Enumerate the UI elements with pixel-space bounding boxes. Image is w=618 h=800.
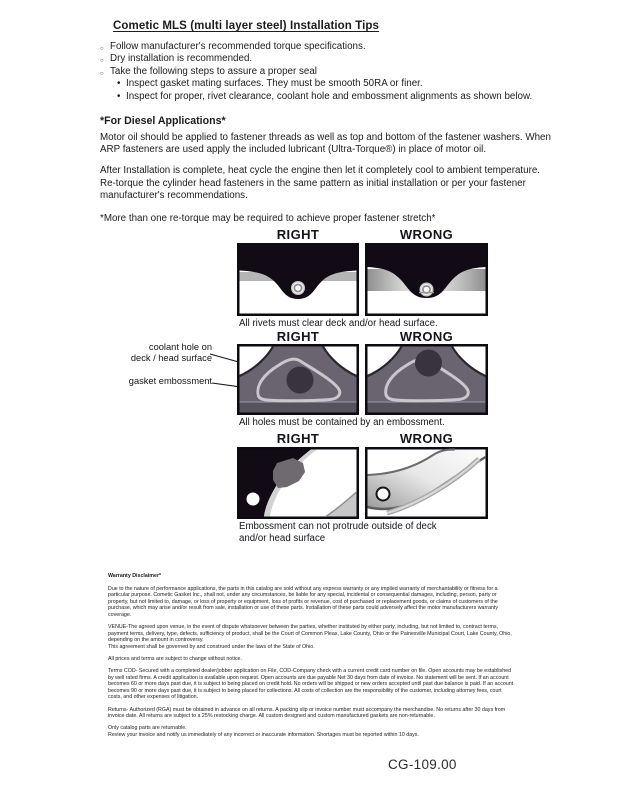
bolt-hole bbox=[377, 488, 390, 501]
terms-cod-paragraph: Terms COD- Secured with a completed dealer/jobber application on File, COD-Company check with a current credit card number on file. Open accounts may be established by well rated firms. A credit application is available upon request. Open accounts are due payable Net 30 days from date of invoice. No statement will be sent. If an account becomes 60 or more days past due, it is subject to being placed on credit hold. No orders will be shipped or new orders accepted until past due balance is paid. If an account becomes 90 or more days past due, it is subject to being placed for collections. All costs of collection are the responsibility of the customer, including attorney fees, court costs, and other expenses of litigation. bbox=[108, 668, 514, 701]
diagram-rivet-right bbox=[237, 243, 359, 316]
diesel-paragraph-1: Motor oil should be applied to fastener threads as well as top and bottom of the fastener washers. When ARP fasteners are used apply the included lubricant (Ultra-Torque®) in place of motor oil. bbox=[100, 132, 551, 156]
row3-wrong-label: WRONG bbox=[399, 431, 454, 446]
tip-item bbox=[100, 41, 558, 53]
tip-sub-item bbox=[117, 78, 558, 90]
row3-caption: Embossment can not protrude outside of deck and/or head surface bbox=[239, 521, 437, 544]
row1-wrong-label: WRONG bbox=[399, 227, 454, 242]
warranty-disclaimer-heading: Warranty Disclaimer* bbox=[108, 573, 162, 579]
row1-caption: All rivets must clear deck and/or head surface. bbox=[239, 318, 438, 329]
diesel-applications-heading: *For Diesel Applications* bbox=[100, 115, 226, 128]
disclaimer-paragraph: Due to the nature of performance applications, the parts in this catalog are sold without any express warranty or any implied warranty of merchantability or fitness for a particular purpose. Cometic Gasket Inc., shall not, under any circumstances, be liable for any special, incidental or consequential damages, including, person, party or property, but not limited to, damage, or loss of property or equipment, loss of profits or revenue, cost of purchased or replacement goods, or claims of customers of the purchase, which may arise and/or result from sale, installation or use of these parts. Installation of these parts could adversely affect the motor manufacturers warranty coverage. bbox=[108, 585, 499, 618]
catalog-parts-line: Only catalog parts are returnable. bbox=[108, 725, 187, 732]
tip-item bbox=[100, 66, 558, 78]
warranty-disclaimer-section bbox=[108, 573, 515, 744]
tip-text: Inspect gasket mating surfaces. They must be smooth 50RA or finer. bbox=[126, 78, 423, 90]
tip-sub-item bbox=[117, 91, 558, 103]
prices-line: All prices and terms are subject to change without notice. bbox=[108, 655, 242, 662]
coolant-hole-callout: coolant hole on deck / head surface bbox=[130, 342, 212, 363]
row2-caption: All holes must be contained by an embossment. bbox=[239, 417, 445, 428]
catalog-page-code: CG-109.00 bbox=[388, 757, 457, 772]
tip-text: Follow manufacturer's recommended torque specifications. bbox=[110, 41, 366, 52]
coolant-hole bbox=[287, 367, 314, 394]
venue-paragraph: VENUE-The agreed upon venue, in the event of dispute whatsoever between the parties, whether instituted by either party, including, but not limited to, contract terms, payment terms, delivery, type, defects, sufficiency of product, shall be the Court of Common Pleas, Lake County, Ohio or the Painesville Municipal Court, Lake County, Ohio, depending on the amount in controversy. bbox=[108, 624, 512, 644]
diagram-embossment-right bbox=[237, 344, 359, 415]
diagram-embossment-wrong bbox=[365, 344, 488, 415]
tip-text: Inspect for proper, rivet clearance, coolant hole and embossment alignments as shown below. bbox=[126, 90, 533, 102]
coolant-hole bbox=[415, 350, 442, 377]
installation-tips-section bbox=[100, 20, 558, 234]
tip-item bbox=[100, 53, 558, 65]
diagram-deck-wrong bbox=[365, 447, 488, 519]
returns-paragraph: Returns- Authorized (RGA) must be obtained in advance on all returns. A packing slip or invoice number must accompany the merchandise. No returns after 30 days from invoice date. All returns are subject to a 25% restocking charge. All custom designed and custom manufactured gaskets are non-returnable. bbox=[108, 706, 506, 720]
gasket-embossment-callout: gasket embossment bbox=[128, 376, 212, 387]
diagram-callouts bbox=[96, 342, 212, 387]
tip-text: Take the following steps to assure a proper seal bbox=[110, 65, 317, 77]
diagram-deck-right bbox=[237, 447, 359, 519]
diagram-rivet-wrong bbox=[365, 243, 488, 316]
row1-right-label: RIGHT bbox=[276, 227, 320, 242]
review-invoice-line: Review your invoice and notify us immediately of any incorrect or inaccurate information. Shortages must be reported within 10 days. bbox=[108, 731, 419, 738]
page-title: Cometic MLS (multi layer steel) Installation Tips bbox=[113, 20, 380, 32]
governing-law-line: This agreement shall be governed by and construed under the laws of the State of Ohio. bbox=[108, 643, 315, 650]
retorque-note: *More than one re-torque may be required to achieve proper fastener stretch* bbox=[100, 213, 436, 225]
tip-text: Dry installation is recommended. bbox=[110, 53, 253, 65]
bolt-hole bbox=[247, 493, 260, 506]
row2-wrong-label: WRONG bbox=[399, 329, 454, 344]
diesel-paragraph-2: After Installation is complete, heat cycle the engine then let it completely cool to ambient temperature. Re-torque the cylinder head fasteners in the same pattern as initial installation or per your fastener manufacturer's recommendations. bbox=[100, 165, 541, 201]
row3-right-label: RIGHT bbox=[276, 431, 320, 446]
row2-right-label: RIGHT bbox=[276, 329, 320, 344]
